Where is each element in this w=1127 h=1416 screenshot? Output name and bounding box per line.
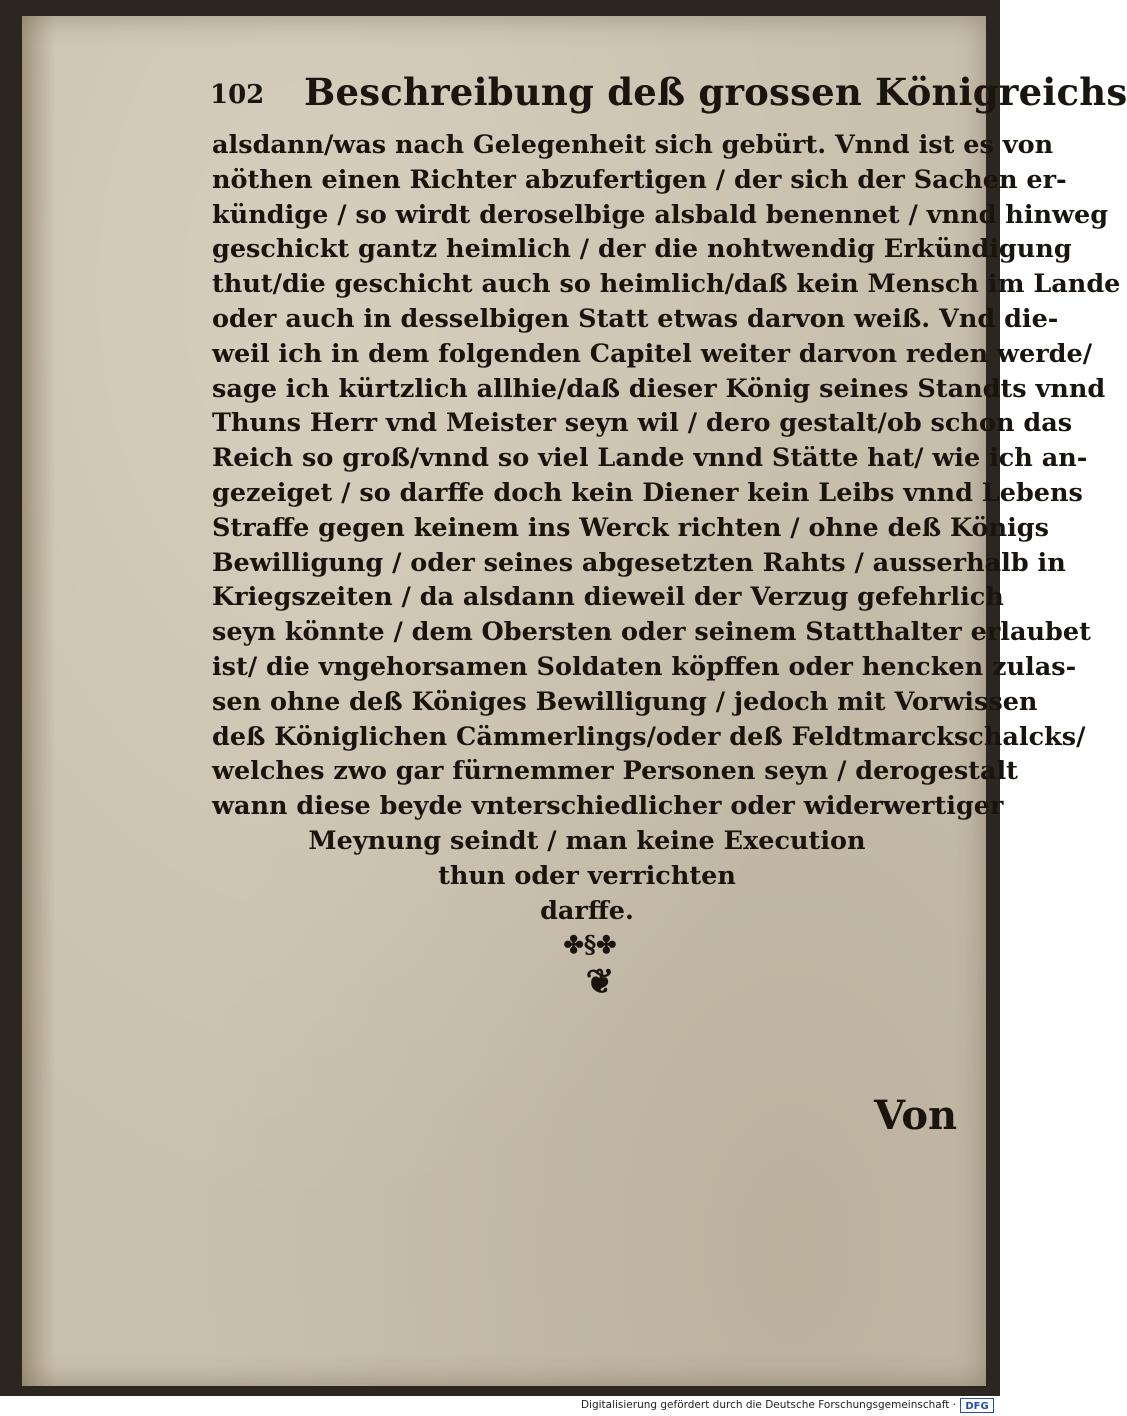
body-line: sage ich kürtzlich allhie/daß dieser König seines Standts vnnd: [212, 373, 1106, 404]
tail-line: Meynung seindt / man keine Execution: [308, 825, 866, 856]
hedera-ornament-icon: ❦: [585, 962, 615, 1002]
funding-credit: Digitalisierung gefördert durch die Deutsche Forschungsgemeinschaft ·: [580, 1399, 956, 1411]
body-line: alsdann/was nach Gelegenheit sich gebürt. Vnnd ist es von: [212, 130, 1054, 160]
body-text: [212, 128, 1121, 928]
body-line: ist/ die vngehorsamen Soldaten köpffen oder hencken zulas-: [212, 651, 1077, 682]
body-line: Kriegszeiten / da alsdann dieweil der Verzug gefehrlich: [212, 582, 1004, 613]
body-line: Reich so groß/vnnd so viel Lande vnnd Stätte hat/ wie ich an-: [212, 443, 1088, 474]
page-gutter-shadow: [22, 16, 56, 1386]
body-line: weil ich in dem folgenden Capitel weiter darvon reden werde/: [212, 338, 1093, 369]
body-line: deß Königlichen Cämmerlings/oder deß Feldtmarckschalcks/: [212, 721, 1086, 752]
page-header: [210, 66, 1127, 126]
catchword: Von: [874, 1092, 958, 1139]
tail-line: wann diese beyde vnterschiedlicher oder widerwertiger: [212, 791, 1004, 822]
body-line: sen ohne deß Königes Bewilligung / jedoch mit Vorwissen: [212, 686, 1038, 717]
footer-bar: [0, 1396, 1000, 1416]
body-line: geschickt gantz heimlich / der die nohtwendig Erkündigung: [212, 234, 1072, 265]
dfg-logo: DFG: [960, 1398, 994, 1413]
page-number: 102: [210, 80, 265, 110]
body-line: Thuns Herr vnd Meister seyn wil / dero gestalt/ob schon das: [212, 408, 1073, 439]
body-line: nöthen einen Richter abzufertigen / der sich der Sachen er-: [212, 164, 1067, 195]
body-line: gezeiget / so darffe doch kein Diener kein Leibs vnnd Lebens: [212, 477, 1083, 508]
tail-line: darffe.: [540, 895, 634, 926]
body-line: oder auch in desselbigen Statt etwas darvon weiß. Vnd die-: [212, 303, 1059, 334]
body-line: seyn könnte / dem Obersten oder seinem Statthalter erlaubet: [212, 617, 1091, 648]
fleuron-ornament-icon: ✤§✤: [563, 930, 617, 959]
body-line: Straffe gegen keinem ins Werck richten / ohne deß Königs: [212, 512, 1049, 543]
body-line: welches zwo gar fürnemmer Personen seyn / derogestalt: [212, 756, 1018, 787]
tail-line: thun oder verrichten: [438, 860, 736, 891]
body-line: Bewilligung / oder seines abgesetzten Rahts / ausserhalb in: [212, 547, 1066, 578]
running-head: Beschreibung deß grossen Königreichs: [304, 70, 1127, 114]
body-line: kündige / so wirdt deroselbige alsbald benennet / vnnd hinweg: [212, 199, 1109, 230]
body-line: thut/die geschicht auch so heimlich/daß kein Mensch im Lande: [212, 269, 1121, 300]
